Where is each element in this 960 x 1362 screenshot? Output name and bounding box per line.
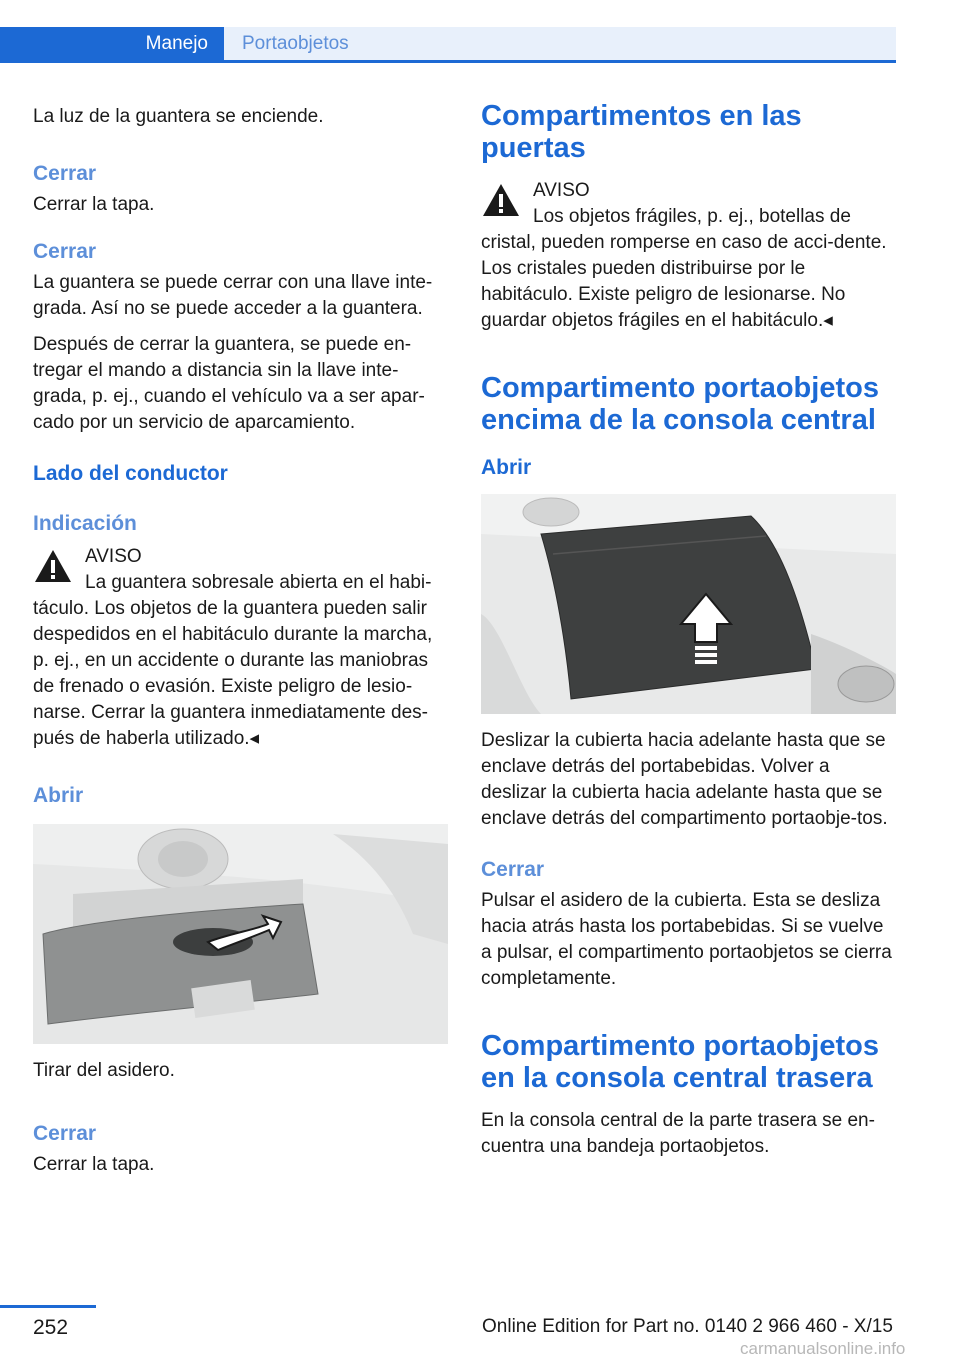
paragraph: Cerrar la tapa.	[33, 194, 155, 215]
subheading: Cerrar	[33, 1122, 97, 1145]
center-console-illustration	[481, 494, 896, 714]
paragraph: Después de cerrar la guantera, se puede en-tregar el mando a distancia sin la llave inte-grada, p. ej., cuando el vehículo va a ser apar-cado por un servicio de aparcamiento.	[33, 334, 425, 433]
warning-triangle-icon	[33, 548, 73, 584]
warning-body: Los objetos frágiles, p. ej., botellas de cristal, pueden romperse en caso de acci-dente. Los cristales pueden distribuirse por le habitáculo. Existe peligro de lesionarse. No guardar objetos frágiles en el habitáculo.◂	[481, 206, 887, 331]
page-header	[0, 27, 896, 63]
edition-note: Online Edition for Part no. 0140 2 966 460 - X/15	[482, 1316, 893, 1337]
subheading: Cerrar	[481, 858, 545, 881]
warning-text	[481, 204, 896, 334]
right-column	[481, 100, 896, 1160]
chapter-tab: Portaobjetos	[224, 27, 896, 60]
section-heading: Lado del conductor	[33, 462, 228, 485]
warning-label: AVISO	[85, 546, 142, 567]
warning-block	[33, 544, 448, 752]
subheading: Cerrar	[33, 162, 97, 185]
console-drawing	[481, 494, 896, 714]
paragraph: La luz de la guantera se enciende.	[33, 106, 324, 127]
warning-triangle-icon	[481, 182, 521, 218]
paragraph: La guantera se puede cerrar con una llave inte-grada. Así no se puede acceder a la guantera.	[33, 272, 433, 319]
paragraph: Pulsar el asidero de la cubierta. Esta se desliza hacia atrás hasta los portabebidas. Si se vuelve a pulsar, el compartimento portaobjetos se cierra completamente.	[481, 890, 892, 989]
subheading: Indicación	[33, 512, 137, 535]
paragraph: Cerrar la tapa.	[33, 1154, 155, 1175]
paragraph: Deslizar la cubierta hacia adelante hasta que se enclave detrás del portabebidas. Volver a deslizar la cubierta hacia adelante hasta que se enclave detrás del compartimento portaobje-tos.	[481, 730, 888, 829]
warning-text	[33, 570, 448, 752]
warning-body: La guantera sobresale abierta en el habi-táculo. Los objetos de la guantera pueden salir despedidos en el habitáculo durante la marcha, p. ej., en un accidente o durante las maniobras de frenado o evasión. Existe peligro de lesio-narse. Cerrar la guantera inmediatamente des-pués de haberla utilizado.◂	[33, 572, 433, 749]
left-column	[33, 100, 448, 1178]
glovebox-illustration	[33, 824, 448, 1044]
section-tab: Manejo	[0, 27, 224, 60]
subheading: Cerrar	[33, 240, 97, 263]
image-caption: Tirar del asidero.	[33, 1060, 175, 1081]
page-number: 252	[33, 1316, 69, 1339]
section-heading: Compartimento portaobjetos en la consola central trasera	[481, 1030, 879, 1094]
footer-rule	[0, 1305, 96, 1308]
header-rule	[0, 60, 896, 63]
section-heading: Compartimentos en las puertas	[481, 100, 802, 164]
paragraph: En la consola central de la parte trasera se en-cuentra una bandeja portaobjetos.	[481, 1110, 875, 1157]
warning-label: AVISO	[533, 180, 590, 201]
glovebox-drawing	[33, 824, 448, 1044]
warning-block	[481, 178, 896, 334]
subheading: Abrir	[33, 784, 84, 807]
subheading: Abrir	[481, 456, 532, 479]
section-heading: Compartimento portaobjetos encima de la consola central	[481, 372, 879, 436]
watermark: carmanualsonline.info	[740, 1339, 906, 1358]
